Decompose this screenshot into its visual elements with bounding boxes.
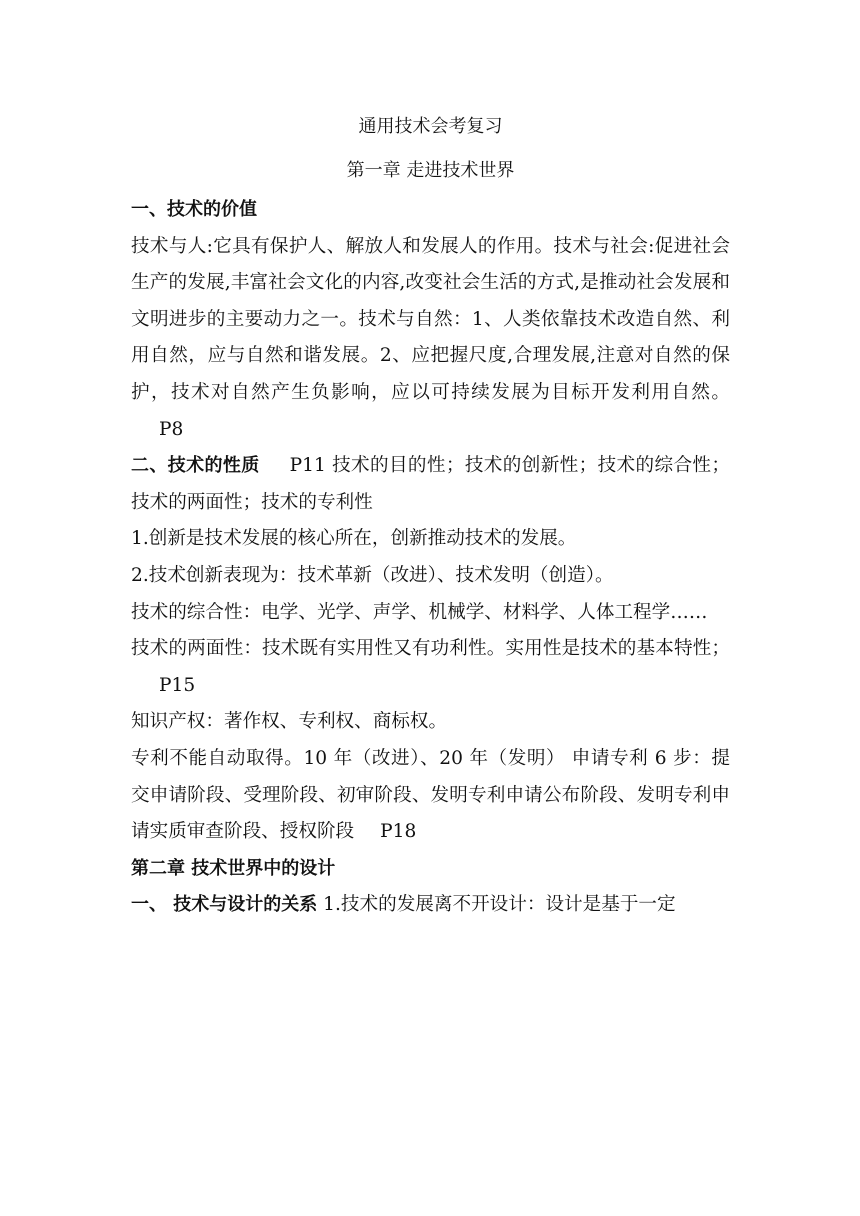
intellectual-property-line: 知识产权：著作权、专利权、商标权。 <box>131 711 448 733</box>
patent-body: 专利不能自动取得。10 年（改进）、20 年（发明） 申请专利 6 步：提交申请阶段、受理阶段、初审阶段、发明专利申请公布阶段、发明专利申请实质审查阶段、授权阶段 <box>131 747 730 843</box>
section-1-page-ref: P8 <box>159 418 184 440</box>
chapter-2-title-text: 第二章 技术世界中的设计 <box>131 857 336 879</box>
document-title: 通用技术会考复习 <box>358 116 503 137</box>
duality-paragraph <box>131 631 730 704</box>
comprehensiveness-line: 技术的综合性：电学、光学、声学、机械学、材料学、人体工程学…… <box>131 601 708 623</box>
chapter-2-section-1-heading: 一、 技术与设计的关系 <box>131 894 318 916</box>
chapter-2-title <box>131 851 730 888</box>
duality-page-ref: P15 <box>159 674 196 696</box>
section-2-heading: 二、技术的性质 <box>131 455 260 477</box>
section-2-body: P11 技术的目的性；技术的创新性；技术的综合性；技术的两面性；技术的专利性 <box>131 455 730 513</box>
duality-body: 技术的两面性：技术既有实用性又有功利性。实用性是技术的基本特性； <box>131 638 730 660</box>
patent-page-ref: P18 <box>380 821 417 843</box>
section-2-paragraph <box>131 448 730 521</box>
section-1-heading <box>131 192 730 229</box>
chapter-2-section-1-body: 1.技术的发展离不开设计：设计是基于一定 <box>317 894 676 916</box>
section-1-heading-text: 一、技术的价值 <box>131 199 257 220</box>
section-1-paragraph <box>131 229 730 449</box>
chapter-2-section-1 <box>131 887 730 924</box>
section-1-body: 技术与人:它具有保护人、解放人和发展人的作用。技术与社会:促进社会生产的发展,丰富社会文化的内容,改变社会生活的方式,是推动社会发展和文明进步的主要动力之一。技术与自然：1、人类依靠技术改造自然、利用自然，应与自然和谐发展。2、应把握尺度,合理发展,注意对自然的保护，技术对自然产生负影响，应以可持续发展为目标开发利用自然。 <box>131 235 730 403</box>
innovation-line-1: 1.创新是技术发展的核心所在，创新推动技术的发展。 <box>131 528 577 550</box>
chapter-1-title: 第一章 走进技术世界 <box>346 160 515 181</box>
patent-paragraph <box>131 741 730 851</box>
innovation-line-2: 2.技术创新表现为：技术革新（改进）、技术发明（创造）。 <box>131 564 614 586</box>
document-content <box>131 110 730 924</box>
